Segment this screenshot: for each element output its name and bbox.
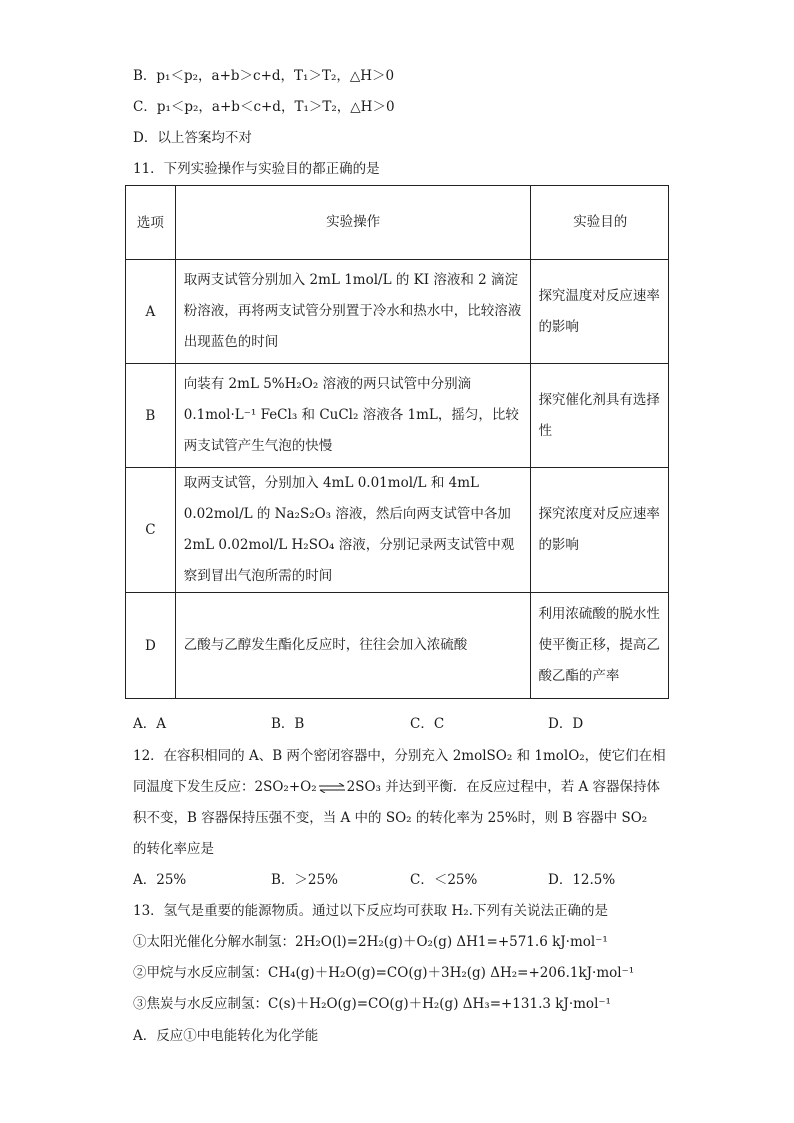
q10-option-d: D．以上答案均不对 [133, 130, 252, 146]
q12-stem-line2 [133, 777, 660, 797]
table-row [126, 468, 669, 593]
table-header-row [126, 186, 669, 260]
q11-option-c: C．C [410, 716, 445, 732]
header-option: 选项 [126, 186, 176, 260]
q10-option-c: C．p₁＜p₂，a+b＜c+d，T₁＞T₂，△H＞0 [133, 99, 395, 115]
header-operation: 实验操作 [175, 186, 531, 260]
q13-reaction-3: ③焦炭与水反应制氢：C(s)＋H₂O(g)=CO(g)＋H₂(g) ΔH₃=+131.3 kJ·mol⁻¹ [133, 996, 611, 1012]
q12-option-c: C．＜25% [410, 872, 478, 888]
q11-option-b: B．B [271, 716, 305, 732]
q11-table [125, 185, 669, 699]
table-row [126, 260, 669, 364]
q11-option-d: D．D [548, 716, 584, 732]
row-label: D [126, 593, 176, 699]
q12-option-d: D．12.5% [548, 872, 616, 888]
row-operation: 取两支试管分别加入 2mL 1mol/L 的 KI 溶液和 2 滴淀粉溶液，再将两支试管分别置于冷水和热水中，比较溶液出现蓝色的时间 [175, 260, 531, 364]
q11-option-a: A．A [133, 716, 166, 732]
table-row [126, 593, 669, 699]
q12-stem-line3: 积不变，B 容器保持压强不变，当 A 中的 SO₂ 的转化率为 25%时，则 B 容器中 SO₂ [133, 810, 648, 826]
row-label: A [126, 260, 176, 364]
row-purpose: 利用浓硫酸的脱水性使平衡正移，提高乙酸乙酯的产率 [531, 593, 669, 699]
row-operation: 乙酸与乙醇发生酯化反应时，往往会加入浓硫酸 [175, 593, 531, 699]
equilibrium-arrow-icon [317, 783, 347, 793]
q12-option-b: B．＞25% [271, 872, 338, 888]
q13-reaction-1: ①太阳光催化分解水制氢：2H₂O(l)=2H₂(g)＋O₂(g) ΔH1=+571.6 kJ·mol⁻¹ [133, 934, 608, 950]
row-label: B [126, 364, 176, 468]
q10-option-b: B．p₁＜p₂，a+b＞c+d，T₁＞T₂，△H＞0 [133, 68, 395, 84]
row-purpose: 探究温度对反应速率的影响 [531, 260, 669, 364]
q12-stem-line4: 的转化率应是 [133, 841, 214, 857]
q13-stem: 13．氢气是重要的能源物质。通过以下反应均可获取 H₂.下列有关说法正确的是 [133, 903, 608, 919]
q12-stem-line2-b: 2SO₃ 并达到平衡．在反应过程中，若 A 容器保持体 [346, 779, 661, 795]
q12-option-a: A．25% [133, 872, 187, 888]
q12-stem-line1: 12．在容积相同的 A、B 两个密闭容器中，分别充入 2molSO₂ 和 1molO₂，使它们在相 [133, 748, 666, 764]
row-purpose: 探究催化剂具有选择性 [531, 364, 669, 468]
row-label: C [126, 468, 176, 593]
q13-option-a: A．反应①中电能转化为化学能 [133, 1028, 319, 1044]
header-purpose: 实验目的 [531, 186, 669, 260]
row-purpose: 探究浓度对反应速率的影响 [531, 468, 669, 593]
q11-stem: 11．下列实验操作与实验目的都正确的是 [133, 161, 380, 177]
row-operation: 取两支试管，分别加入 4mL 0.01mol/L 和 4mL 0.02mol/L 的 Na₂S₂O₃ 溶液，然后向两支试管中各加 2mL 0.02mol/L H₂SO₄ 溶液，分别记录两支试管中观察到冒出气泡所需的时间 [175, 468, 531, 593]
row-operation: 向装有 2mL 5%H₂O₂ 溶液的两只试管中分别滴 0.1mol·L⁻¹ FeCl₃ 和 CuCl₂ 溶液各 1mL，摇匀，比较两支试管产生气泡的快慢 [175, 364, 531, 468]
q13-reaction-2: ②甲烷与水反应制氢：CH₄(g)＋H₂O(g)=CO(g)＋3H₂(g) ΔH₂=+206.1kJ·mol⁻¹ [133, 965, 635, 981]
q12-stem-line2-a: 同温度下发生反应：2SO₂+O₂ [133, 779, 317, 795]
table-row [126, 364, 669, 468]
